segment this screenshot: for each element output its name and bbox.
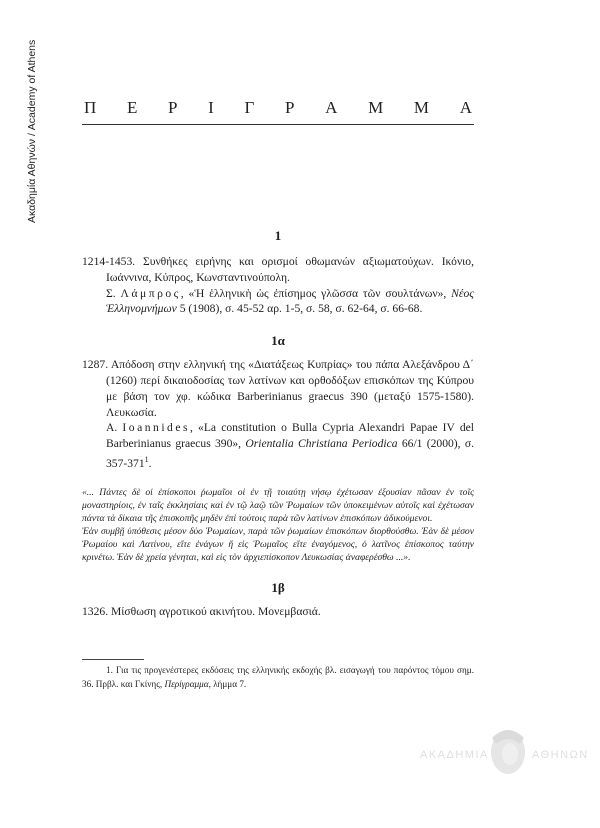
header-letter: Ρ <box>285 98 295 117</box>
watermark-right-text: ΑΘΗΝΩΝ <box>532 749 589 761</box>
section-number: 1β <box>271 580 285 596</box>
ref-journal: Orientalia Christiana Periodica <box>245 437 398 451</box>
ref-end: . <box>148 456 152 470</box>
running-header <box>84 98 472 118</box>
header-letter: Ι <box>208 98 214 117</box>
ref-initial: Σ. <box>106 286 116 300</box>
archive-side-label: Ακαδημία Αθηνών / Academy of Athens <box>26 40 38 224</box>
entry-date: 1214-1453. <box>82 255 136 268</box>
entry-description: Μίσθωση αγροτικού ακινήτου. Μονεμβασιά. <box>111 605 321 619</box>
section-number: 1 <box>274 228 282 243</box>
entry-text <box>82 357 474 420</box>
header-letter: Ε <box>126 98 138 117</box>
entry-description: Απόδοση στην ελληνική της «Διατάξεως Κυπρίας» του πάπα Αλεξάνδρου Δ΄ (1260) περί δικαιοδοσίας των λατίνων και ορθοδόξων επισκόπων της Κύπρου με βάση τον χφ. κώδικα Barberinianus graecus 390 (μεταξύ 1575-1580). Λευκωσία. <box>106 358 474 419</box>
ref-title: , «Ἡ ἑλληνικὴ ὡς ἐπίσημος γλῶσσα τῶν σουλτάνων», <box>180 286 447 300</box>
page-content <box>82 228 474 620</box>
footnote-rule <box>82 659 144 660</box>
entry-date: 1326. <box>82 605 109 619</box>
entry-description: Συνθήκες ειρήνης και ορισμοί οθωμανών αξιωματούχων. Ικόνιο, Ιωάννινα, Κύπρος, Κωνσταντινούπολη. <box>106 255 474 284</box>
athena-head-icon <box>491 730 525 774</box>
ref-initial: A. <box>106 421 118 435</box>
ref-details: 66/1 (2000), σ. 357-371 <box>106 437 474 470</box>
footnote-text: 1. Για τις προγενέστερες εκδόσεις της ελληνικής εκδοχής βλ. εισαγωγή του παρόντος τόμου σημ. 36. Πρβλ. και Γκίνης, <box>82 665 474 689</box>
ref-author: Λάμπρος <box>120 286 181 300</box>
entry-text <box>82 604 474 620</box>
header-rule <box>82 124 474 125</box>
entry-text <box>82 254 474 286</box>
ref-title: , «La constitution o Bulla Cypria Alexandri Papae IV del Barberinianus graecus 390», <box>106 421 474 451</box>
header-letter: Γ <box>244 98 255 117</box>
watermark-left-text: ΑΚΑΔΗΜΙΑ <box>420 749 489 761</box>
ref-journal: Νέος Ἑλληνομνήμων <box>106 286 474 316</box>
footnote <box>82 664 474 691</box>
section-number: 1α <box>271 333 285 349</box>
header-letter: Α <box>459 98 472 117</box>
footnote-mark[interactable]: 1 <box>144 454 149 464</box>
quote-paragraph: «... Πάντες δὲ οἱ ἐπίσκοποι ῥωμαῖοι οἱ ἐν τῇ τοιαύτῃ νήσῳ ἐχέτωσαν ἐξουσίαν πᾶσαν ἐν τοῖς μοναστηρίοις, ἐν ταῖς ἐκκλησίαις καὶ ἐν τῷ λαῷ τῶν Ῥωμαίων τῶν ὑποκειμένων αὐτοῖς καὶ ἐχέτωσαν πάντα τὰ δίκαια τῆς ἐπισκοπῆς μηδὲν ἐπὶ τούτοις παρὰ τῶν λατίνων ἐπισκόπων ἀδικούμενοι. <box>82 486 474 524</box>
ref-details: 5 (1908), σ. 45-52 αρ. 1-5, σ. 58, σ. 62-64, σ. 66-68. <box>179 302 423 316</box>
header-letter: Ρ <box>168 98 178 117</box>
bibliographic-reference <box>82 286 474 318</box>
bibliographic-reference <box>82 420 474 471</box>
entry-date: 1287. <box>82 358 109 372</box>
academy-watermark-logo <box>420 728 590 778</box>
quoted-text-block <box>82 486 474 565</box>
header-letter: Α <box>325 98 338 117</box>
header-letter: Μ <box>368 98 384 117</box>
header-letter: Π <box>84 98 97 117</box>
ref-author: Ioannides <box>122 421 190 435</box>
footnote-italic: Περίγραμμα <box>164 678 209 689</box>
header-letter: Μ <box>413 98 430 117</box>
quote-paragraph: Ἐὰν συμβῇ ὑπόθεσις μέσον δύο Ῥωμαίων, παρὰ τῶν ῥωμαίων ἐπισκόπων διορθούσθω. Ἐὰν δὲ μέσον Ῥωμαίου καὶ Λατίνου, εἴτε ἐνάγων ἤ εἰς Ῥωμαῖος εἴτε ἐναγόμενος, ὁ λατῖνος ἐπίσκοπος ταύτην κρινέτω. Ἐὰν δὲ χρεία γένηται, καὶ εἰς τὸν ἀρχιεπίσκοπον Λευκωσίας ἀναφερέσθω ...». <box>82 525 474 564</box>
footnote-end: , λήμμα 7. <box>208 678 247 689</box>
